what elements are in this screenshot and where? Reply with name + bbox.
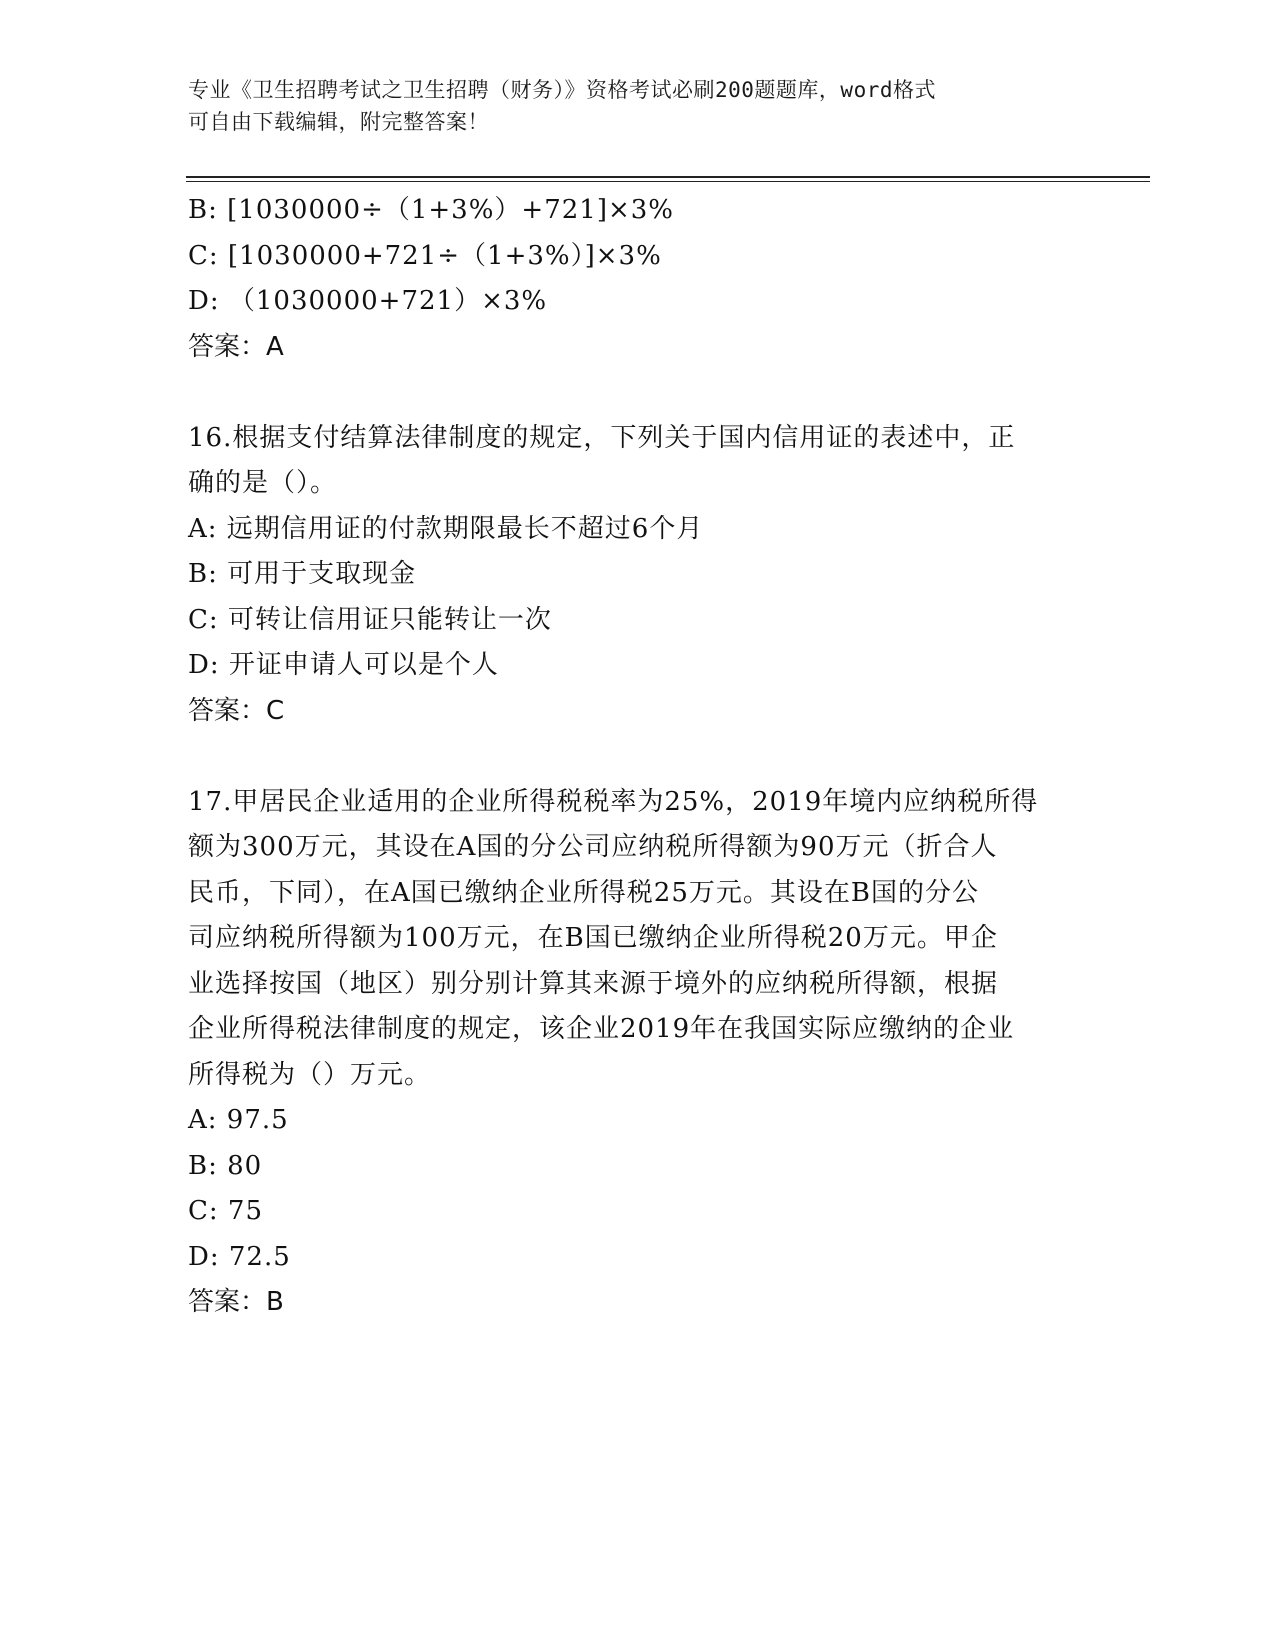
page-header	[188, 74, 1068, 138]
question-15-answer: 答案：A	[188, 331, 284, 362]
spacer	[188, 370, 1088, 416]
question-17-stem-line: 民币，下同），在A国已缴纳企业所得税25万元。其设在B国的分公	[188, 877, 979, 908]
question-16-option-c: C: 可转让信用证只能转让一次	[188, 604, 552, 635]
question-16-answer: 答案：C	[188, 695, 285, 726]
header-line-2: 可自由下载编辑，附完整答案！	[188, 110, 489, 134]
question-17-option-d: D: 72.5	[188, 1241, 291, 1272]
question-17-stem-line: 企业所得税法律制度的规定，该企业2019年在我国实际应缴纳的企业	[188, 1014, 1015, 1044]
document-body	[188, 188, 1088, 1326]
question-15-option-c: C: [1030000+721÷（1+3%）]×3%	[188, 240, 662, 271]
question-17-stem-line: 司应纳税所得额为100万元，在B国已缴纳企业所得税20万元。甲企	[188, 923, 998, 953]
question-17-stem-line: 额为300万元，其设在A国的分公司应纳税所得额为90万元（折合人	[188, 832, 998, 862]
question-17-answer: 答案：B	[188, 1287, 284, 1317]
question-17-option-c: C: 75	[188, 1196, 264, 1226]
header-divider-thin	[186, 181, 1150, 182]
question-17-option-a: A: 97.5	[188, 1105, 289, 1135]
question-16-option-a: A: 远期信用证的付款期限最长不超过6个月	[188, 513, 704, 544]
question-16	[188, 416, 1088, 735]
question-15-option-d: D: （1030000+721）×3%	[188, 286, 548, 316]
spacer	[188, 734, 1088, 780]
question-16-option-b: B: 可用于支取现金	[188, 559, 417, 589]
question-15-option-b: B: [1030000÷（1+3%）+721]×3%	[188, 195, 675, 225]
header-line-1: 专业《卫生招聘考试之卫生招聘（财务）》资格考试必刷200题题库，word格式	[188, 78, 936, 102]
question-17-stem-line: 所得税为（）万元。	[188, 1059, 432, 1090]
question-17-option-b: B: 80	[188, 1150, 263, 1181]
question-17-stem-line: 业选择按国（地区）别分别计算其来源于境外的应纳税所得额，根据	[188, 968, 999, 999]
header-divider-thick	[186, 176, 1150, 178]
question-16-stem-line: 确的是（）。	[188, 468, 338, 498]
question-16-stem-line: 16.根据支付结算法律制度的规定，下列关于国内信用证的表述中，正	[188, 422, 1016, 453]
question-16-option-d: D: 开证申请人可以是个人	[188, 650, 499, 680]
question-17-stem-line: 17.甲居民企业适用的企业所得税税率为25%，2019年境内应纳税所得	[188, 786, 1039, 817]
question-15	[188, 188, 1088, 370]
question-17	[188, 780, 1088, 1326]
